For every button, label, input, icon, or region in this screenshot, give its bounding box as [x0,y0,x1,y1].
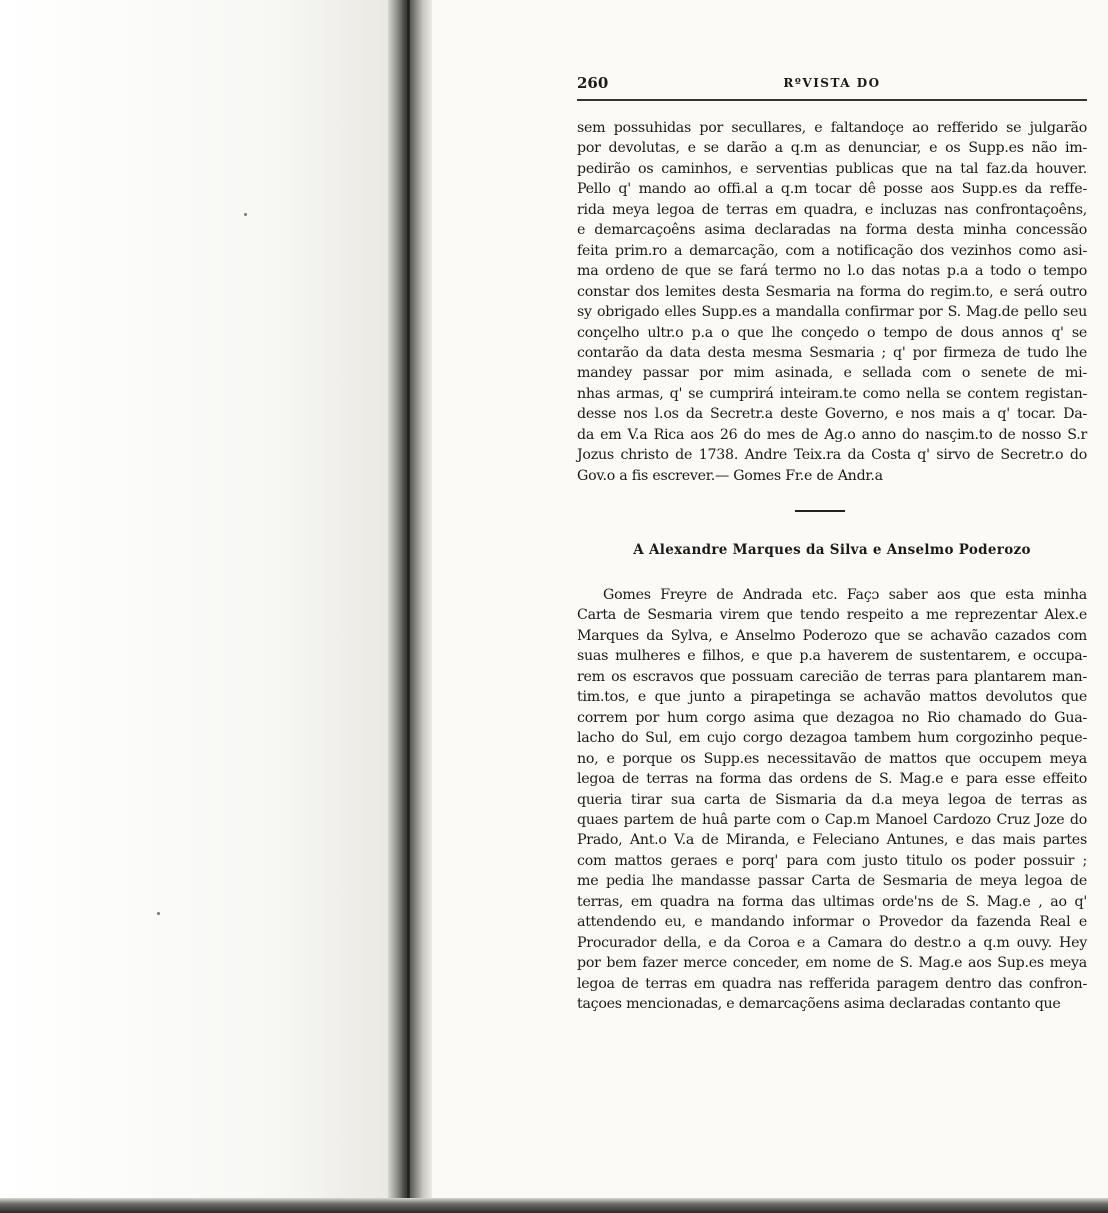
text-line: rem os escravos que possuam carecião de terras para plantarem man- [577,668,1087,685]
text-line: constar dos lemites desta Sesmaria na forma do regim.to, e será outro [577,283,1087,300]
text-line: me pedia lhe mandasse passar Carta de Sesmaria de meya legoa de [577,873,1087,890]
text-line: por devolutas, e se darão a q.m as denunciar, e os Supp.es não im- [577,140,1087,157]
text-line: sem possuhidas por secullares, e faltandoçe ao refferido se julgarão [577,120,1087,136]
text-line: attendendo eu, e mandando informar o Provedor da fazenda Real e [577,914,1087,931]
text-line: quaes partem de huâ parte com o Cap.m Manoel Cardozo Cruz Joze do [577,811,1087,828]
book-gutter [388,0,432,1213]
text-line: no, e porque os Supp.es necessitavão de mattos que occupem meya [577,750,1087,767]
paper-speck [157,912,160,915]
text-line: Marques da Sylva, e Anselmo Poderozo que se achavão cazados com [577,627,1087,644]
text-line: Pello q' mando ao offi.al a q.m tocar dê posse aos Supp.es da reffe- [577,181,1087,198]
text-line: legoa de terras em quadra nas refferida paragem dentro das confron- [577,975,1087,992]
text-line: contarão da data desta mesma Sesmaria ; q' por firmeza de tudo lhe [577,344,1087,361]
text-line: pedirão os caminhos, e serventias publicas que na tal faz.da houver. [577,160,1087,177]
text-line: correm por hum corgo asima que dezagoa no Rio chamado do Gua- [577,709,1087,726]
running-head-title: RºVISTA DO [783,76,881,90]
text-line: terras, em quadra na forma das ultimas orde'ns de S. Mag.e , ao q' [577,893,1087,910]
text-line: Prado, Ant.o V.a de Miranda, e Feleciano Antunes, e das mais partes [577,832,1087,849]
text-line: queria tirar sua carta de Sismaria da d.a meya legoa de terras as [577,791,1087,808]
text-line: ma ordeno de que se fará termo no l.o das notas p.a a todo o tempo [577,263,1087,280]
text-line: e demarcaçoêns asima declaradas na forma desta minha concessão [577,222,1087,239]
text-line: suas mulheres e filhos, e que p.a haverem de sustentarem, e occupa- [577,648,1087,665]
text-line: Gov.o a fis escrever.— Gomes Fr.e de Andr.a [577,467,883,484]
paper-speck [244,213,247,216]
running-head [577,74,1087,98]
text-line: Gomes Freyre de Andrada etc. Façɔ saber aos que esta minha [603,587,1087,603]
text-line: legoa de terras na forma das ordens de S. Mag.e e para esse effeito [577,771,1087,788]
text-line: tim.tos, e que junto a pirapetinga se achavão mattos devolutos que [577,689,1087,706]
text-line: desse nos l.os da Secretr.a deste Governo, e nos mais a q' tocar. Da- [577,406,1087,423]
text-line: conçelho ultr.o p.a o que lhe conçedo o tempo de dous annos q' se [577,324,1087,341]
text-line: lacho do Sul, em cujo corgo dezagoa tambem hum corgozinho peque- [577,730,1087,747]
text-block-carta [577,585,1087,1015]
text-line: rida meya legoa de terras em quadra, e incluzas nas confrontaçoêns, [577,201,1087,218]
text-line: Carta de Sesmaria virem que tendo respeito a me reprezentar Alex.e [577,607,1087,624]
text-line: com mattos geraes e porq' para com justo titulo os poder possuir ; [577,852,1087,869]
page-number: 260 [577,74,609,92]
section-divider [795,510,845,512]
text-block-continuation [577,118,1087,486]
text-line: sy obrigado elles Supp.es a mandalla confirmar por S. Mag.de pello seu [577,304,1087,321]
text-line: taçoes mencionadas, e demarcaçõens asima declaradas contanto que [577,996,1061,1013]
text-line: por bem fazer merce conceder, em nome de S. Mag.e aos Sup.es meya [577,955,1087,972]
text-line: mandey passar por mim asinada, e sellada com o senete de mi- [577,365,1087,382]
gutter-shadow-line [407,0,410,1213]
text-line: feita prim.ro a demarcação, com a notificação dos vezinhos como asi- [577,242,1087,259]
header-rule [577,99,1087,101]
text-line: Jozus christo de 1738. Andre Teix.ra da Costa q' sirvo de Secretr.o do [577,447,1087,464]
scan-bottom-edge [0,1198,1108,1213]
text-line: da em V.a Rica aos 26 do mes de Ag.o anno do nasçim.to de nosso S.r [577,426,1087,443]
text-line: Procurador della, e da Coroa e a Camara do destr.o a q.m ouvy. Hey [577,934,1087,951]
text-line: nhas armas, q' se cumprirá inteiram.te como nella se contem registan- [577,385,1087,402]
left-page-blank [0,0,395,1213]
section-heading: A Alexandre Marques da Silva e Anselmo Poderozo [633,542,1031,558]
